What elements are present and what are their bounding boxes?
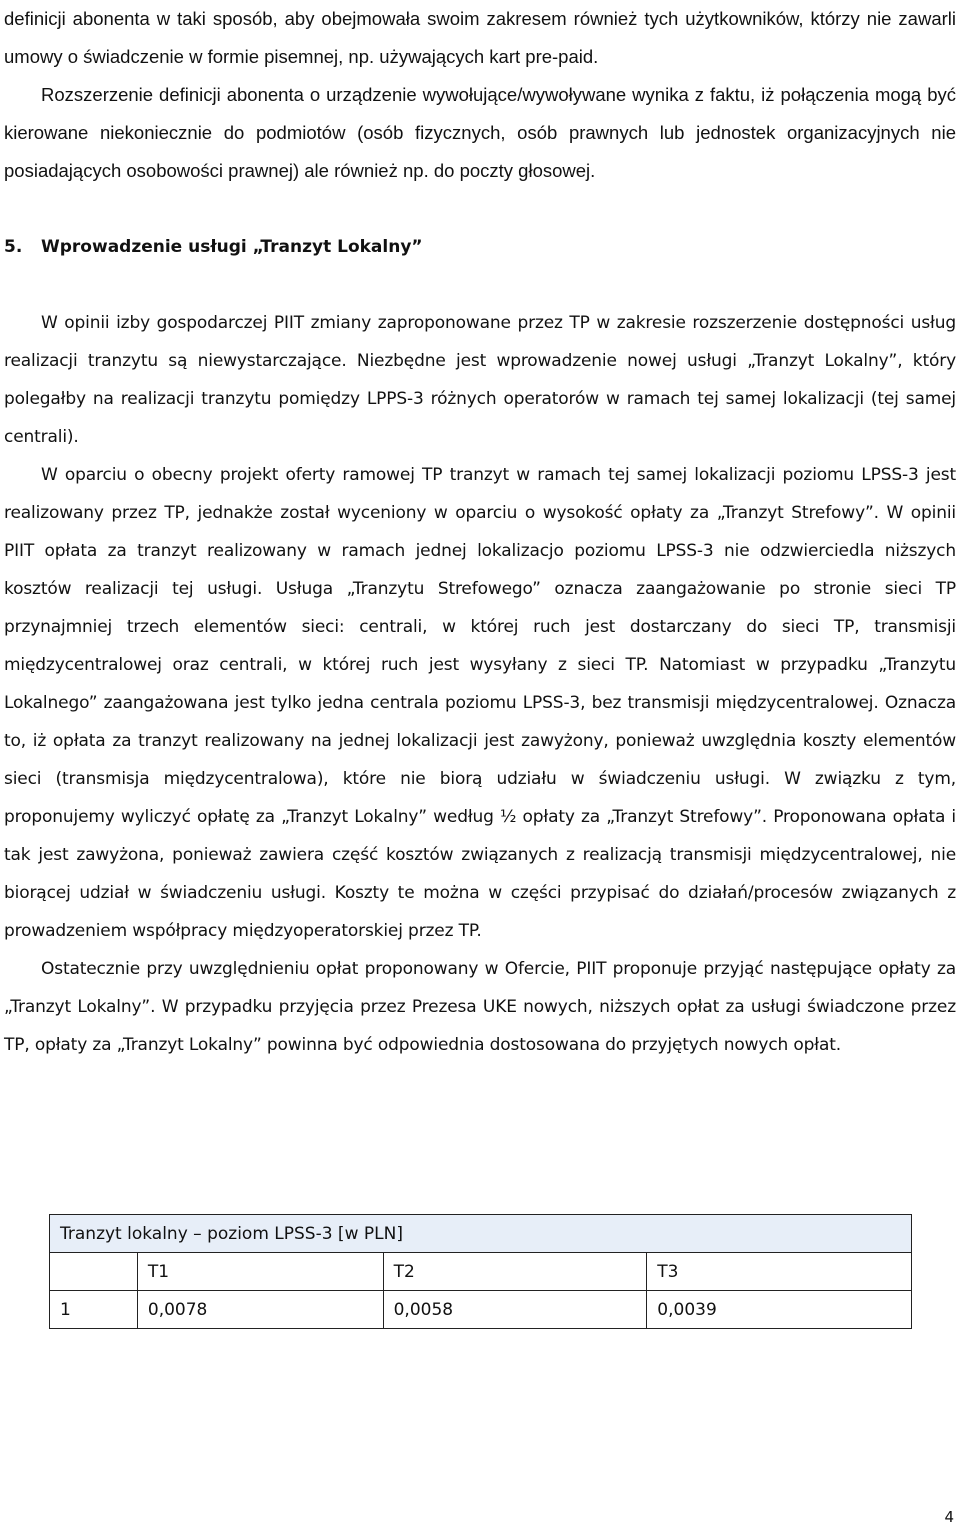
page-number: 4 <box>944 1508 954 1526</box>
paragraph-opinia: W opinii izby gospodarczej PIIT zmiany zaproponowane przez TP w zakresie rozszerzenie dostępności usług realizacji tranzytu są niewystarczające. Niezbędne jest wprowadzenie nowej usługi „Tranzyt Lokalny”, który polegałby na realizacji tranzytu pomiędzy LPPS-3 różnych operatorów w ramach tej samej lokalizacji (tej samej centrali). <box>4 313 956 447</box>
paragraph-rozszerzenie: Rozszerzenie definicji abonenta o urządzenie wywołujące/wywoływane wynika z faktu, iż połączenia mogą być kierowane niekoniecznie do podmiotów (osób fizycznych, osób prawnych lub jednostek organizacyjnych nie posiadających osobowości prawnej) ale również np. do poczty głosowej. <box>4 84 956 181</box>
table-header-cell <box>50 1253 138 1291</box>
paragraph-oparciu: W oparciu o obecny projekt oferty ramowej TP tranzyt w ramach tej samej lokalizacji poziomu LPSS-3 jest realizowany przez TP, jednakże został wyceniony w oparciu o wysokość opłaty za „Tranzyt Strefowy”. W opinii PIIT opłata za tranzyt realizowany w ramach jednej lokalizacjo poziomu LPSS-3 nie odzwierciedla niższych kosztów realizacji tej usługi. Usługa „Tranzytu Strefowego” oznacza zaangażowanie po stronie sieci TP przynajmniej trzech elementów sieci: centrali, w której ruch jest dostarczany do sieci TP, transmisji międzycentralowej oraz centrali, w której ruch jest wysyłany z sieci TP. Natomiast w przypadku „Tranzytu Lokalnego” zaangażowana jest tylko jedna centrala poziomu LPSS-3, bez transmisji międzycentralowej. Oznacza to, iż opłata za tranzyt realizowany na jednej lokalizacji jest zawyżony, ponieważ uwzględnia koszty elementów sieci (transmisja międzycentralowa), które nie biorą udziału w świadczeniu usługi. W związku z tym, proponujemy wyliczyć opłatę za „Tranzyt Lokalny” według ½ opłaty za „Tranzyt Strefowy”. Proponowana opłata i tak jest zawyżona, ponieważ zawiera część kosztów związanych z realizacją transmisji międzycentralowej, nie biorącej udział w świadczeniu usługi. Koszty te można w części przypisać do działań/procesów związanych z prowadzeniem współpracy międzyoperatorskiej przez TP. <box>4 465 956 941</box>
section-heading <box>4 228 956 266</box>
table-cell: 0,0039 <box>647 1291 912 1329</box>
table-row <box>50 1291 912 1329</box>
table-caption: Tranzyt lokalny – poziom LPSS-3 [w PLN] <box>50 1215 912 1253</box>
intro-paragraph: definicji abonenta w taki sposób, aby obejmowała swoim zakresem również tych użytkowników, którzy nie zawarli umowy o świadczenie w formie pisemnej, np. używających kart pre-paid. <box>4 8 956 67</box>
table-caption-row <box>50 1215 912 1253</box>
rates-table <box>49 1214 912 1329</box>
table-cell: 0,0078 <box>137 1291 383 1329</box>
spacer <box>4 190 956 228</box>
table-header-cell: T3 <box>647 1253 912 1291</box>
section-title: Wprowadzenie usługi „Tranzyt Lokalny” <box>41 237 423 257</box>
table-header-row <box>50 1253 912 1291</box>
spacer <box>4 266 956 304</box>
table-cell: 1 <box>50 1291 138 1329</box>
document-page <box>4 0 956 1064</box>
table-cell: 0,0058 <box>383 1291 647 1329</box>
section-number: 5. <box>4 237 23 257</box>
table-header-cell: T1 <box>137 1253 383 1291</box>
table-header-cell: T2 <box>383 1253 647 1291</box>
paragraph-ostatecznie: Ostatecznie przy uwzględnieniu opłat proponowany w Ofercie, PIIT proponuje przyjąć następujące opłaty za „Tranzyt Lokalny”. W przypadku przyjęcia przez Prezesa UKE nowych, niższych opłat za usługi świadczone przez TP, opłaty za „Tranzyt Lokalny” powinna być odpowiednia dostosowana do przyjętych nowych opłat. <box>4 959 956 1055</box>
